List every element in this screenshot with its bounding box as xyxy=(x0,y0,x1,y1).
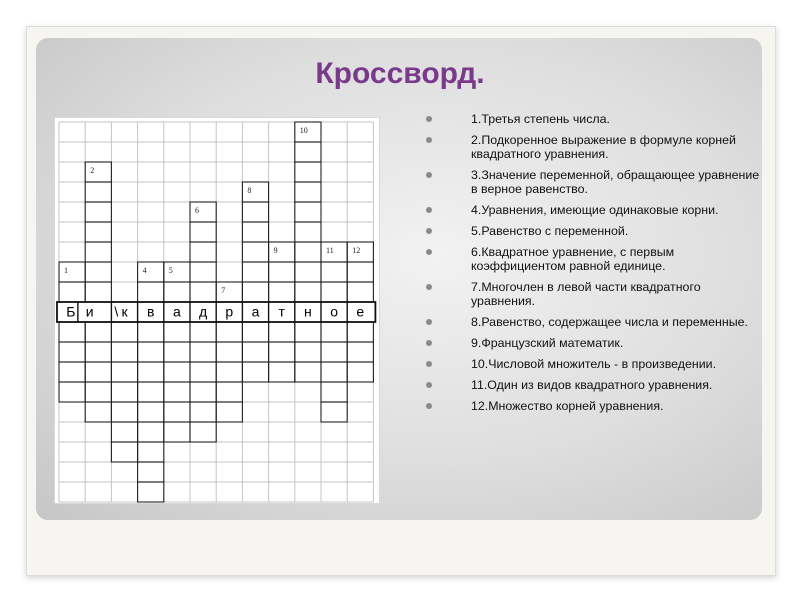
clue-item xyxy=(426,133,766,161)
word-cell xyxy=(85,362,111,382)
word-cell xyxy=(138,342,164,362)
clue-list xyxy=(426,112,766,420)
word-cell xyxy=(321,362,347,382)
word-cell xyxy=(190,222,216,242)
clue-item xyxy=(426,378,766,392)
word-cell xyxy=(216,402,242,422)
word-cell xyxy=(321,402,347,422)
word-cell xyxy=(138,482,164,502)
word-cell xyxy=(295,122,321,142)
key-letter: д xyxy=(199,303,208,320)
word-cell xyxy=(347,342,373,362)
key-letter: о xyxy=(330,303,338,320)
word-cell xyxy=(242,222,268,242)
word-cell xyxy=(85,262,111,282)
key-letter: а xyxy=(173,303,181,320)
word-cell xyxy=(85,242,111,262)
clue-text: 7.Многочлен в левой части квадратного уравнения. xyxy=(471,280,701,308)
word-cell xyxy=(111,382,137,402)
word-cell xyxy=(321,262,347,282)
word-cell xyxy=(59,322,85,342)
clue-item xyxy=(426,203,766,217)
word-cell xyxy=(190,382,216,402)
clue-number: 2 xyxy=(90,166,95,175)
clue-text: 2.Подкоренное выражение в формуле корней квадратного уравнения. xyxy=(471,133,736,161)
word-cell xyxy=(321,242,347,262)
word-cell xyxy=(242,242,268,262)
word-cell xyxy=(111,342,137,362)
word-cell xyxy=(111,322,137,342)
key-letter: \ xyxy=(114,303,119,320)
clue-text: 1.Третья степень числа. xyxy=(471,112,610,126)
clue-text: 3.Значение переменной, обращающее уравнение в верное равенство. xyxy=(471,168,760,196)
clue-text: 10.Числовой множитель - в произведении. xyxy=(471,357,717,371)
clue-text: 4.Уравнения, имеющие одинаковые корни. xyxy=(471,203,719,217)
word-cell xyxy=(85,322,111,342)
word-cell xyxy=(111,422,137,442)
key-letter: и xyxy=(85,303,94,320)
word-cell xyxy=(138,462,164,482)
word-cell xyxy=(138,322,164,342)
key-letter: н xyxy=(304,303,312,320)
clue-item xyxy=(426,336,766,350)
word-cell xyxy=(269,362,295,382)
word-cell xyxy=(190,282,216,302)
bullet-icon xyxy=(426,207,432,213)
word-cell xyxy=(321,322,347,342)
word-cell xyxy=(190,422,216,442)
clue-number: 4 xyxy=(142,266,147,275)
word-cell xyxy=(242,342,268,362)
clue-item xyxy=(426,315,766,329)
word-cell xyxy=(216,342,242,362)
bullet-icon xyxy=(426,116,432,122)
word-cell xyxy=(164,282,190,302)
clue-item xyxy=(426,245,766,273)
word-cell xyxy=(242,202,268,222)
word-cell xyxy=(216,322,242,342)
word-cell xyxy=(164,362,190,382)
word-cell xyxy=(164,322,190,342)
clue-number: 11 xyxy=(326,246,334,255)
word-cell xyxy=(59,282,85,302)
word-cell xyxy=(295,182,321,202)
clue-item xyxy=(426,224,766,238)
word-cell xyxy=(138,402,164,422)
word-cell xyxy=(138,362,164,382)
word-cell xyxy=(216,362,242,382)
clue-item xyxy=(426,357,766,371)
crossword-grid xyxy=(54,117,380,504)
word-cell xyxy=(190,262,216,282)
word-cell xyxy=(164,262,190,282)
word-cell xyxy=(295,222,321,242)
word-cell xyxy=(85,282,111,302)
word-cell xyxy=(269,322,295,342)
word-cell xyxy=(85,382,111,402)
word-cell xyxy=(321,382,347,402)
word-cell xyxy=(242,282,268,302)
word-cell xyxy=(190,362,216,382)
word-cell xyxy=(85,222,111,242)
bullet-icon xyxy=(426,361,432,367)
word-cell xyxy=(216,382,242,402)
word-cell xyxy=(59,342,85,362)
word-cell xyxy=(242,182,268,202)
word-cell xyxy=(295,282,321,302)
word-cell xyxy=(59,362,85,382)
word-cell xyxy=(295,142,321,162)
word-cell xyxy=(138,382,164,402)
word-cell xyxy=(295,342,321,362)
word-cell xyxy=(190,342,216,362)
word-cell xyxy=(321,282,347,302)
word-cell xyxy=(138,422,164,442)
word-cell xyxy=(295,202,321,222)
word-cell xyxy=(59,262,85,282)
clue-text: 9.Французский математик. xyxy=(471,336,624,350)
clue-item xyxy=(426,168,766,196)
bullet-icon xyxy=(426,319,432,325)
word-cell xyxy=(216,282,242,302)
word-cell xyxy=(269,242,295,262)
word-cell xyxy=(295,242,321,262)
bullet-icon xyxy=(426,284,432,290)
clue-number: 9 xyxy=(273,246,278,255)
word-cell xyxy=(111,402,137,422)
clue-text: 6.Квадратное уравнение, с первым коэффициентом равной единице. xyxy=(471,245,675,273)
slide-title: Кроссворд. xyxy=(315,57,485,90)
key-letter: к xyxy=(121,303,128,320)
bullet-icon xyxy=(426,249,432,255)
word-cell xyxy=(85,402,111,422)
word-cell xyxy=(295,362,321,382)
key-letter: в xyxy=(146,303,155,320)
clue-text: 5.Равенство с переменной. xyxy=(471,224,629,238)
key-letter: а xyxy=(251,303,260,320)
word-cell xyxy=(164,402,190,422)
word-cell xyxy=(164,342,190,362)
clue-number: 7 xyxy=(221,286,226,295)
word-cell xyxy=(295,162,321,182)
clue-text: 11.Один из видов квадратного уравнения. xyxy=(471,378,713,392)
word-cell xyxy=(190,202,216,222)
word-cell xyxy=(85,342,111,362)
bullet-icon xyxy=(426,172,432,178)
word-cell xyxy=(321,342,347,362)
word-cell xyxy=(190,242,216,262)
word-cell xyxy=(347,242,373,262)
word-cell xyxy=(269,262,295,282)
word-cell xyxy=(190,322,216,342)
bullet-icon xyxy=(426,403,432,409)
clue-item xyxy=(426,280,766,308)
key-letter: р xyxy=(225,303,234,320)
word-cell xyxy=(269,282,295,302)
word-cell xyxy=(138,282,164,302)
key-letter: т xyxy=(278,303,285,320)
word-cell xyxy=(269,342,295,362)
clue-number: 10 xyxy=(299,126,308,135)
clue-item xyxy=(426,399,766,413)
word-cell xyxy=(138,262,164,282)
key-letter: Б xyxy=(66,303,76,320)
crossword-svg xyxy=(55,118,379,503)
bullet-icon xyxy=(426,228,432,234)
key-letter: е xyxy=(356,303,365,320)
clue-text: 8.Равенство, содержащее числа и переменные. xyxy=(471,315,748,329)
word-cell xyxy=(347,282,373,302)
clue-number: 12 xyxy=(352,246,361,255)
clue-number: 1 xyxy=(64,266,68,275)
word-cell xyxy=(242,362,268,382)
word-cell xyxy=(347,362,373,382)
clue-number: 8 xyxy=(247,186,252,195)
word-cell xyxy=(85,182,111,202)
word-cell xyxy=(85,162,111,182)
word-cell xyxy=(295,262,321,282)
clue-number: 6 xyxy=(195,206,199,215)
word-cell xyxy=(111,442,137,462)
word-cell xyxy=(164,382,190,402)
word-cell xyxy=(164,422,190,442)
clue-text: 12.Множество корней уравнения. xyxy=(471,399,664,413)
word-cell xyxy=(138,442,164,462)
bullet-icon xyxy=(426,382,432,388)
clue-number: 5 xyxy=(168,266,173,275)
bullet-icon xyxy=(426,340,432,346)
word-cell xyxy=(242,262,268,282)
word-cell xyxy=(190,402,216,422)
bullet-icon xyxy=(426,137,432,143)
word-cell xyxy=(347,262,373,282)
word-cell xyxy=(111,362,137,382)
word-cell xyxy=(242,322,268,342)
word-cell xyxy=(295,322,321,342)
word-cell xyxy=(59,382,85,402)
word-cell xyxy=(85,202,111,222)
clue-item xyxy=(426,112,766,126)
word-cell xyxy=(347,322,373,342)
